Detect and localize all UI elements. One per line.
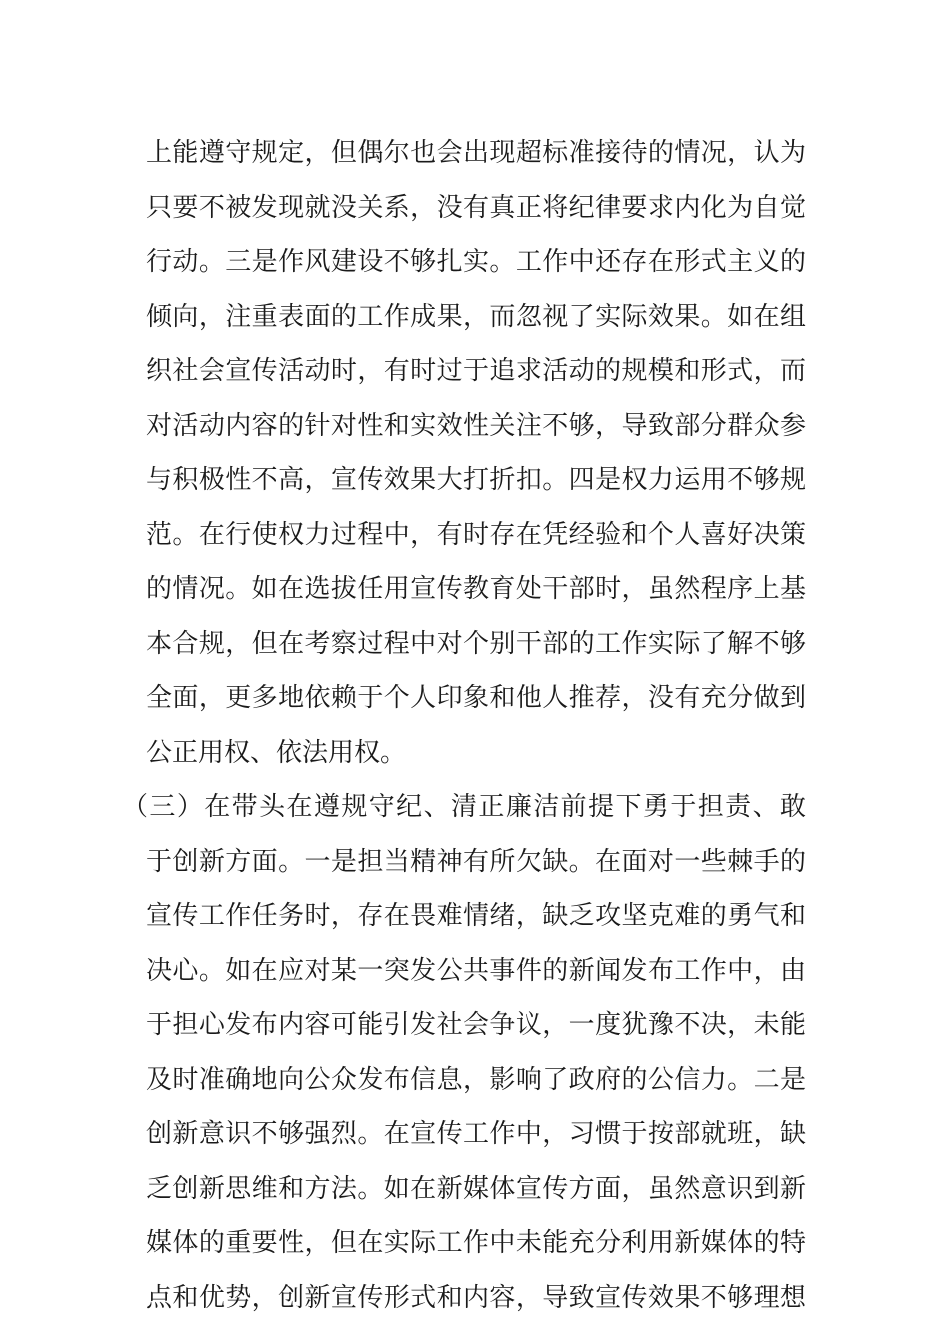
text-line: 于担心发布内容可能引发社会争议，一度犹豫不决，未能 bbox=[146, 1010, 806, 1040]
text-line: 决心。如在应对某一突发公共事件的新闻发布工作中，由 bbox=[146, 955, 806, 986]
text-line: 范。在行使权力过程中，有时存在凭经验和个人喜好决策 bbox=[146, 519, 806, 550]
text-line: 于创新方面。一是担当精神有所欠缺。在面对一些棘手的 bbox=[146, 846, 806, 877]
text-line: 的情况。如在选拔任用宣传教育处干部时，虽然程序上基 bbox=[146, 574, 806, 604]
paragraph-end-line: 公正用权、依法用权。 bbox=[146, 737, 407, 768]
text-line: 本合规，但在考察过程中对个别干部的工作实际了解不够 bbox=[146, 628, 806, 659]
text-line: 织社会宣传活动时，有时过于追求活动的规模和形式，而 bbox=[146, 356, 806, 386]
text-line: 创新意识不够强烈。在宣传工作中，习惯于按部就班，缺 bbox=[146, 1119, 806, 1149]
text-line: 媒体的重要性，但在实际工作中未能充分利用新媒体的特 bbox=[146, 1228, 806, 1258]
body-text bbox=[122, 126, 806, 1325]
text-line: 乏创新思维和方法。如在新媒体宣传方面，虽然意识到新 bbox=[146, 1173, 806, 1204]
text-line: 只要不被发现就没关系，没有真正将纪律要求内化为自觉 bbox=[146, 192, 806, 223]
text-line: 上能遵守规定，但偶尔也会出现超标准接待的情况，认为 bbox=[146, 138, 806, 168]
text-line: 点和优势，创新宣传形式和内容，导致宣传效果不够理想 bbox=[146, 1282, 806, 1313]
text-line: 与积极性不高，宣传效果大打折扣。四是权力运用不够规 bbox=[146, 465, 806, 495]
text-line: 行动。三是作风建设不够扎实。工作中还存在形式主义的 bbox=[146, 247, 806, 277]
text-line: 倾向，注重表面的工作成果，而忽视了实际效果。如在组 bbox=[146, 301, 806, 332]
text-line: 及时准确地向公众发布信息，影响了政府的公信力。二是 bbox=[146, 1064, 806, 1095]
text-line: 宣传工作任务时，存在畏难情绪，缺乏攻坚克难的勇气和 bbox=[146, 901, 806, 931]
section-heading-line: （三）在带头在遵规守纪、清正廉洁前提下勇于担责、敢 bbox=[122, 792, 806, 822]
text-line: 对活动内容的针对性和实效性关注不够，导致部分群众参 bbox=[146, 410, 806, 441]
text-line: 全面，更多地依赖于个人印象和他人推荐，没有充分做到 bbox=[146, 683, 806, 713]
